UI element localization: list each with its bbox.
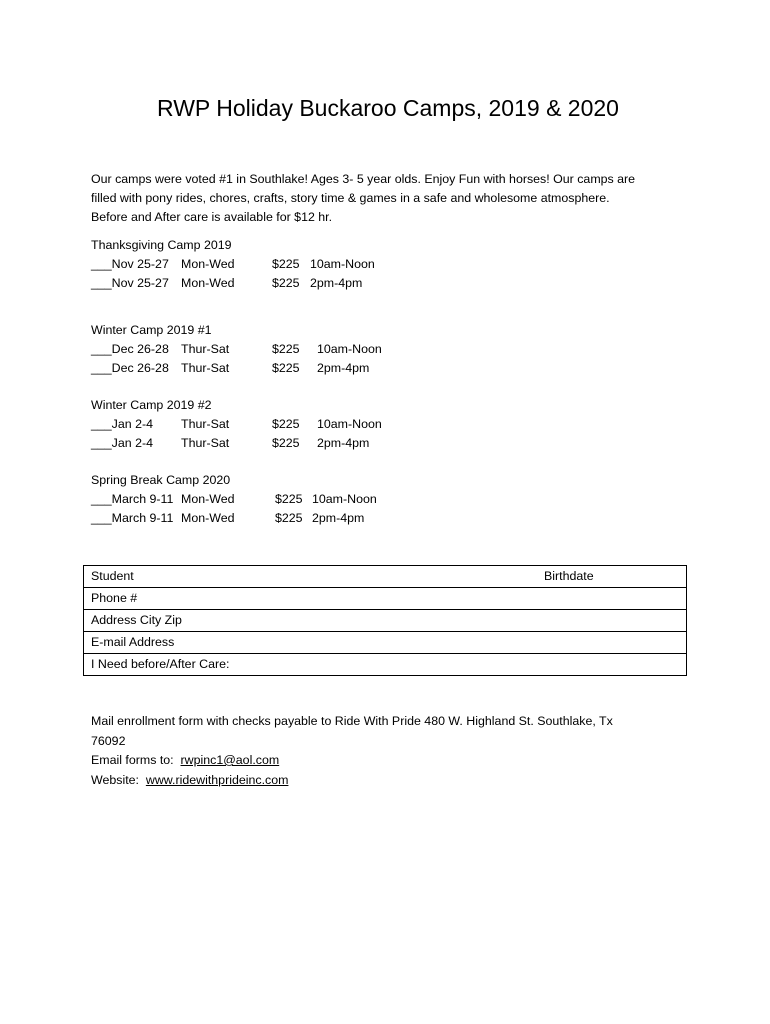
website-line bbox=[91, 771, 691, 791]
session-date: ___Nov 25-27 bbox=[91, 257, 169, 271]
session-time: 2pm-4pm bbox=[310, 276, 363, 290]
camp-heading: Winter Camp 2019 #1 bbox=[91, 323, 212, 337]
camp-session bbox=[91, 509, 365, 528]
intro-line: Our camps were voted #1 in Southlake! Ages 3- 5 year olds. Enjoy Fun with horses! Our camps are bbox=[91, 172, 636, 186]
session-time: 10am-Noon bbox=[317, 342, 382, 356]
form-row-email bbox=[84, 632, 687, 654]
session-days: Thur-Sat bbox=[181, 417, 230, 431]
intro-paragraph bbox=[91, 170, 691, 227]
care-field[interactable] bbox=[84, 654, 687, 676]
camp-session bbox=[91, 434, 370, 453]
website-prefix: Website: bbox=[91, 772, 146, 787]
mail-line: Mail enrollment form with checks payable to Ride With Pride 480 W. Highland St. Southlake, Tx bbox=[91, 714, 613, 728]
session-price: $225 bbox=[272, 417, 300, 431]
session-days: Thur-Sat bbox=[181, 361, 230, 375]
email-link[interactable]: rwpinc1@aol.com bbox=[180, 753, 280, 767]
intro-line: Before and After care is available for $12 hr. bbox=[91, 210, 333, 224]
enrollment-form-table bbox=[83, 565, 687, 676]
camp-session bbox=[91, 415, 382, 434]
phone-label: Phone # bbox=[91, 591, 138, 605]
session-date: ___Dec 26-28 bbox=[91, 361, 169, 375]
email-label: E-mail Address bbox=[91, 635, 175, 649]
session-date: ___Jan 2-4 bbox=[91, 417, 154, 431]
session-days: Mon-Wed bbox=[181, 492, 235, 506]
session-price: $225 bbox=[272, 361, 300, 375]
camp-session bbox=[91, 340, 382, 359]
session-days: Mon-Wed bbox=[181, 511, 235, 525]
address-field[interactable] bbox=[84, 610, 687, 632]
camp-session bbox=[91, 255, 375, 274]
camp-session bbox=[91, 359, 370, 378]
session-time: 2pm-4pm bbox=[317, 361, 370, 375]
form-row-phone bbox=[84, 588, 687, 610]
camp-session bbox=[91, 274, 363, 293]
form-row-care bbox=[84, 654, 687, 676]
camp-heading: Winter Camp 2019 #2 bbox=[91, 398, 212, 412]
camp-heading: Thanksgiving Camp 2019 bbox=[91, 238, 232, 252]
session-days: Thur-Sat bbox=[181, 342, 230, 356]
session-date: ___Nov 25-27 bbox=[91, 276, 169, 290]
session-price: $225 bbox=[272, 342, 300, 356]
camp-spring-break-2020 bbox=[91, 471, 377, 528]
student-field[interactable] bbox=[84, 566, 687, 588]
session-time: 2pm-4pm bbox=[312, 511, 365, 525]
session-time: 10am-Noon bbox=[317, 417, 382, 431]
camp-winter-2019-1 bbox=[91, 321, 382, 378]
session-date: ___March 9-11 bbox=[91, 492, 174, 506]
session-date: ___March 9-11 bbox=[91, 511, 174, 525]
session-price: $225 bbox=[272, 276, 300, 290]
student-label: Student bbox=[91, 569, 134, 583]
session-time: 10am-Noon bbox=[312, 492, 377, 506]
camp-session bbox=[91, 490, 377, 509]
session-time: 2pm-4pm bbox=[317, 436, 370, 450]
session-price: $225 bbox=[272, 436, 300, 450]
email-line bbox=[91, 751, 691, 771]
website-link[interactable]: www.ridewithprideinc.com bbox=[145, 772, 289, 787]
form-row-student bbox=[84, 566, 687, 588]
camp-thanksgiving-2019 bbox=[91, 236, 375, 293]
intro-line: filled with pony rides, chores, crafts, story time & games in a safe and wholesome atmosphere. bbox=[91, 191, 610, 205]
session-days: Mon-Wed bbox=[181, 257, 235, 271]
page-title: RWP Holiday Buckaroo Camps, 2019 & 2020 bbox=[157, 95, 619, 121]
mail-zip: 76092 bbox=[91, 733, 126, 748]
session-price: $225 bbox=[272, 257, 300, 271]
form-row-address bbox=[84, 610, 687, 632]
footer-contact bbox=[91, 712, 691, 790]
email-prefix: Email forms to: bbox=[91, 753, 181, 767]
session-price: $225 bbox=[275, 511, 303, 525]
session-date: ___Jan 2-4 bbox=[91, 436, 154, 450]
care-label: I Need before/After Care: bbox=[91, 657, 230, 671]
session-date: ___Dec 26-28 bbox=[91, 342, 169, 356]
session-time: 10am-Noon bbox=[310, 257, 375, 271]
session-price: $225 bbox=[275, 492, 303, 506]
session-days: Thur-Sat bbox=[181, 436, 230, 450]
birthdate-label: Birthdate bbox=[544, 569, 594, 583]
email-field[interactable] bbox=[84, 632, 687, 654]
address-label: Address City Zip bbox=[91, 613, 182, 627]
session-days: Mon-Wed bbox=[181, 276, 235, 290]
camp-winter-2019-2 bbox=[91, 396, 382, 453]
camp-heading: Spring Break Camp 2020 bbox=[91, 473, 231, 487]
phone-field[interactable] bbox=[84, 588, 687, 610]
